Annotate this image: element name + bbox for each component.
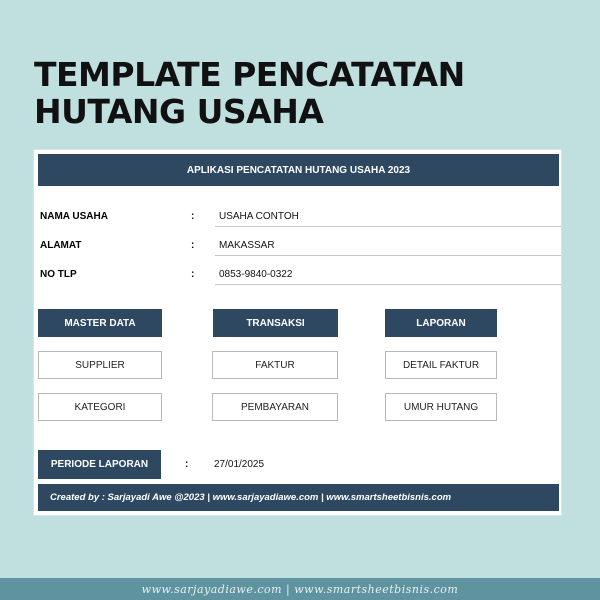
periode-laporan-value[interactable]: 27/01/2025 bbox=[214, 459, 265, 470]
app-panel bbox=[33, 149, 562, 516]
nama-usaha-field[interactable]: USAHA CONTOH bbox=[215, 205, 561, 227]
master-data-header: MASTER DATA bbox=[38, 309, 162, 337]
page-headline bbox=[34, 56, 465, 130]
headline-line-2: HUTANG USAHA bbox=[34, 92, 324, 131]
supplier-button[interactable]: SUPPLIER bbox=[38, 351, 162, 379]
umur-hutang-button[interactable]: UMUR HUTANG bbox=[385, 393, 497, 421]
no-tlp-colon: : bbox=[191, 269, 195, 280]
alamat-colon: : bbox=[191, 240, 195, 251]
periode-colon: : bbox=[185, 459, 189, 470]
faktur-button[interactable]: FAKTUR bbox=[212, 351, 338, 379]
kategori-button[interactable]: KATEGORI bbox=[38, 393, 162, 421]
detail-faktur-button[interactable]: DETAIL FAKTUR bbox=[385, 351, 497, 379]
info-row-no-tlp bbox=[40, 263, 560, 285]
periode-laporan-label: PERIODE LAPORAN bbox=[38, 450, 161, 479]
no-tlp-field[interactable]: 0853-9840-0322 bbox=[215, 263, 561, 285]
info-row-alamat bbox=[40, 234, 560, 256]
laporan-header: LAPORAN bbox=[385, 309, 497, 337]
pembayaran-button[interactable]: PEMBAYARAN bbox=[212, 393, 338, 421]
alamat-field[interactable]: MAKASSAR bbox=[215, 234, 561, 256]
nama-usaha-colon: : bbox=[191, 211, 195, 222]
nama-usaha-label: NAMA USAHA bbox=[40, 211, 108, 222]
transaksi-header: TRANSAKSI bbox=[213, 309, 338, 337]
app-title: APLIKASI PENCATATAN HUTANG USAHA 2023 bbox=[38, 154, 559, 186]
no-tlp-label: NO TLP bbox=[40, 269, 77, 280]
site-footer: www.sarjayadiawe.com | www.smartsheetbisnis.com bbox=[0, 578, 600, 600]
alamat-label: ALAMAT bbox=[40, 240, 82, 251]
credit-bar: Created by : Sarjayadi Awe @2023 | www.sarjayadiawe.com | www.smartsheetbisnis.com bbox=[38, 484, 559, 511]
headline-line-1: TEMPLATE PENCATATAN bbox=[34, 55, 465, 94]
info-row-nama-usaha bbox=[40, 205, 560, 227]
